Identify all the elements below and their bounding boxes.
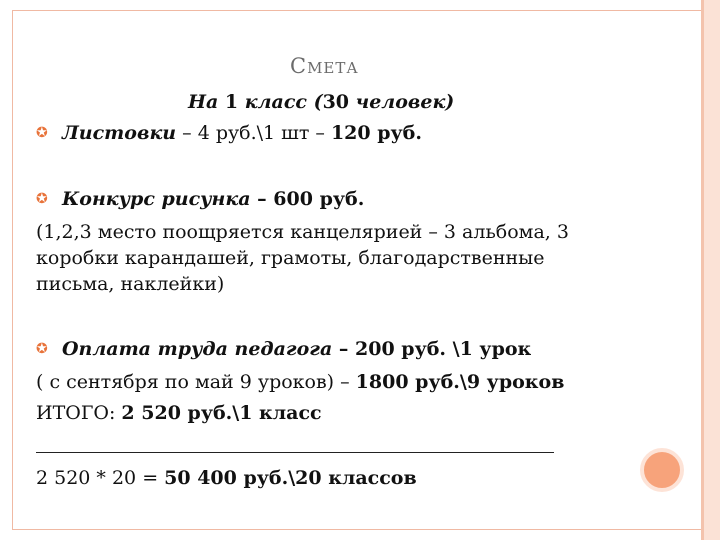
itogo-label: ИТОГО: — [36, 402, 122, 424]
item-teacher — [62, 337, 531, 361]
itogo-line — [36, 401, 322, 425]
decorative-side-bar — [704, 0, 720, 540]
contest-label: Конкурс рисунка — [62, 188, 251, 210]
bullet-icon: ✪ — [36, 341, 48, 357]
calc-value: 50 400 руб.\20 классов — [164, 467, 417, 489]
bullet-icon: ✪ — [36, 191, 48, 207]
teacher-schedule-text: ( с сентября по май 9 уроков) – — [36, 371, 356, 393]
item-contest — [62, 187, 364, 211]
item-leaflets — [62, 121, 422, 145]
subtitle — [188, 90, 454, 114]
subtitle-people-number: 30 — [322, 91, 350, 113]
teacher-label: Оплата труда педагога — [62, 338, 333, 360]
slide-title: Смета — [290, 54, 359, 78]
contest-note-line: письма, наклейки) — [36, 273, 225, 295]
teacher-schedule-total: 1800 руб.\9 уроков — [355, 371, 565, 393]
leaflets-label: Листовки — [62, 122, 177, 144]
separator-line — [36, 452, 554, 453]
contest-total: – 600 руб. — [250, 188, 365, 210]
itogo-value: 2 520 руб.\1 класс — [121, 402, 322, 424]
contest-note-line: (1,2,3 место поощряется канцелярией – 3 альбома, 3 — [36, 221, 569, 243]
subtitle-suffix: человек) — [349, 91, 455, 113]
calc-expression: 2 520 * 20 = — [36, 467, 165, 489]
leaflets-total: 120 руб. — [330, 122, 422, 144]
leaflets-detail: – 4 руб.\1 шт – — [176, 122, 331, 144]
subtitle-class-number: 1 — [224, 91, 239, 113]
calc-line — [36, 466, 417, 490]
teacher-schedule — [36, 370, 564, 394]
teacher-total: – 200 руб. \1 урок — [332, 338, 532, 360]
subtitle-prefix: На — [188, 91, 225, 113]
decorative-circle — [640, 448, 684, 492]
subtitle-mid: класс ( — [238, 91, 323, 113]
bullet-icon: ✪ — [36, 125, 48, 141]
contest-note-line: коробки карандашей, грамоты, благодарственные — [36, 247, 545, 269]
